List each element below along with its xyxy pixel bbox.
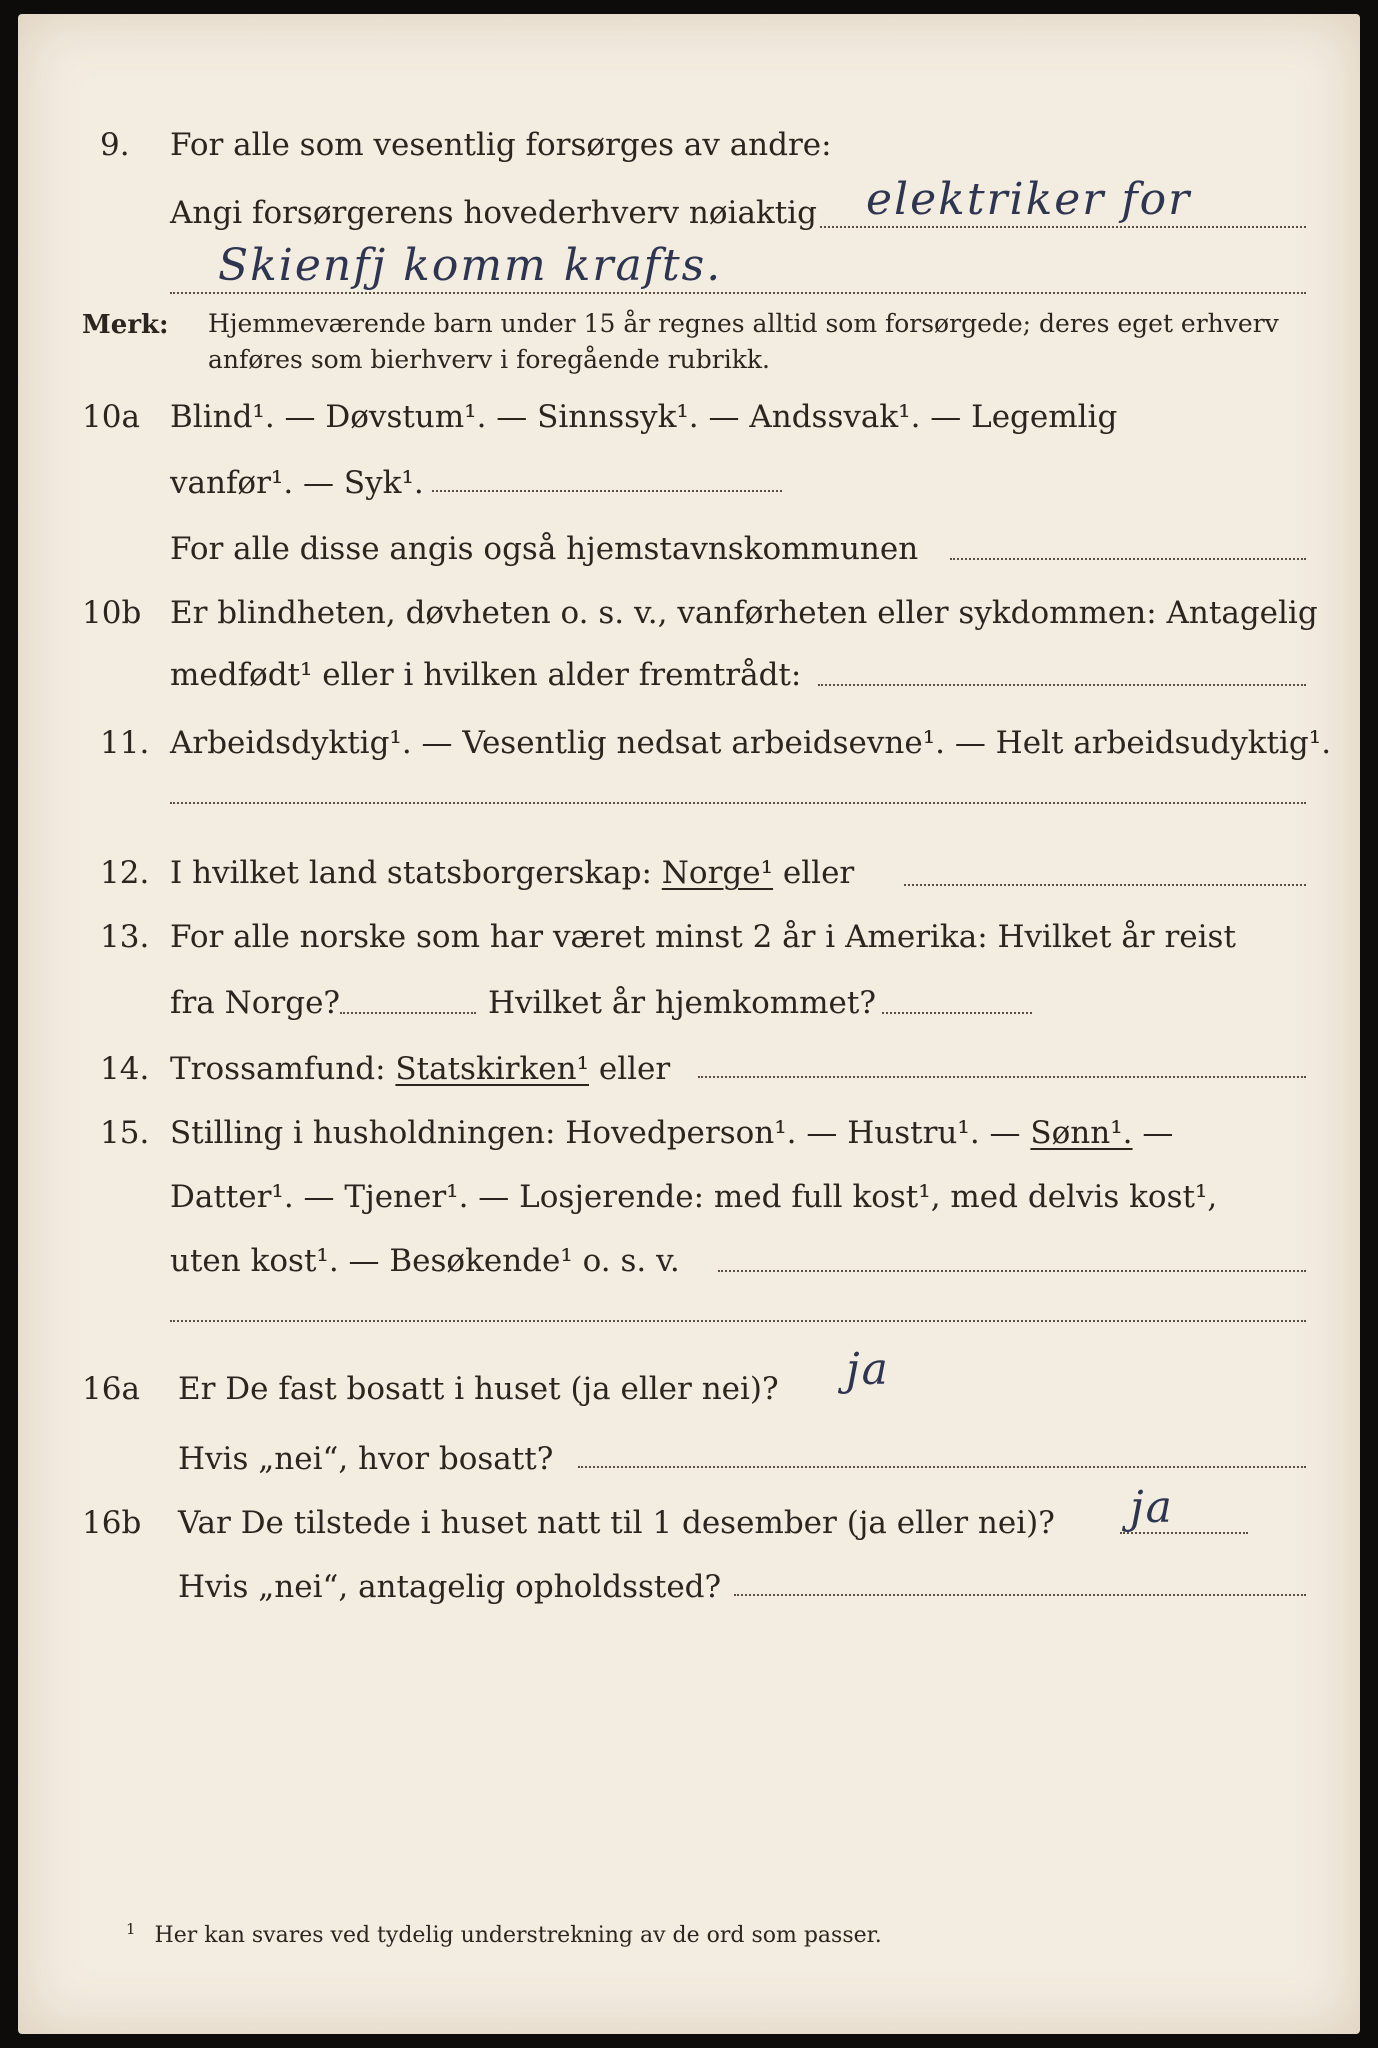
q12-underlined-answer: Norge¹ bbox=[661, 855, 774, 891]
census-form-page bbox=[18, 14, 1360, 2034]
q10a-number: 10a bbox=[82, 399, 140, 435]
q10a-line-3: For alle disse angis også hjemstavnskommunen bbox=[170, 531, 919, 567]
q15-underlined-answer: Sønn¹. bbox=[1030, 1115, 1133, 1151]
q11-answer-line bbox=[170, 802, 1306, 804]
q10b-line-1: Er blindheten, døvheten o. s. v., vanførheten eller sykdommen: Antagelig bbox=[170, 595, 1318, 631]
q13-number: 13. bbox=[100, 919, 150, 955]
q16a-answer-line bbox=[578, 1466, 1306, 1468]
q10a-line-2: vanfør¹. — Syk¹. bbox=[170, 465, 424, 501]
q9-answer-line-1 bbox=[820, 226, 1306, 228]
q16a-handwritten-answer: ja bbox=[846, 1344, 890, 1395]
q10b-number: 10b bbox=[82, 595, 142, 631]
q15-line-1a: Stilling i husholdningen: Hovedperson¹. — Hustru¹. — bbox=[170, 1115, 1021, 1151]
q14-question: Trossamfund: bbox=[170, 1051, 386, 1087]
q10b-answer-line bbox=[818, 684, 1306, 686]
q15-answer-line-2 bbox=[170, 1320, 1306, 1322]
q11-line-1: Arbeidsdyktig¹. — Vesentlig nedsat arbeidsevne¹. — Helt arbeidsudyktig¹. bbox=[170, 725, 1332, 761]
q14-text bbox=[170, 1050, 670, 1088]
q13-hjemkommet-answer-line bbox=[882, 1012, 1032, 1014]
q12-question: I hvilket land statsborgerskap: bbox=[170, 855, 652, 891]
q15-line-1 bbox=[170, 1114, 1173, 1152]
q15-number: 15. bbox=[100, 1115, 150, 1151]
q13-line-1: For alle norske som har været minst 2 år i Amerika: Hvilket år reist bbox=[170, 919, 1236, 955]
q10b-line-2: medfødt¹ eller i hvilken alder fremtrådt: bbox=[170, 657, 802, 693]
q13-line-2a: fra Norge? bbox=[170, 985, 341, 1021]
q12-number: 12. bbox=[100, 855, 150, 891]
q12-text bbox=[170, 854, 854, 892]
q16b-line-2: Hvis „nei“, antagelig opholdssted? bbox=[178, 1569, 722, 1605]
q9-line-1: For alle som vesentlig forsørges av andre: bbox=[170, 127, 832, 163]
footnote-text: Her kan svares ved tydelig understrekning av de ord som passer. bbox=[154, 1923, 882, 1949]
footnote bbox=[126, 1920, 882, 1948]
q14-underlined-answer: Statskirken¹ bbox=[395, 1051, 589, 1087]
q9-line-2: Angi forsørgerens hovederhverv nøiaktig bbox=[170, 195, 817, 231]
q16b-opholdssted-answer-line bbox=[734, 1594, 1306, 1596]
q16a-line-1: Er De fast bosatt i huset (ja eller nei)? bbox=[178, 1371, 779, 1407]
q14-answer-line bbox=[698, 1076, 1306, 1078]
q10a-line-1: Blind¹. — Døvstum¹. — Sinnssyk¹. — Andssvak¹. — Legemlig bbox=[170, 399, 1118, 435]
q13-line-2b: Hvilket år hjemkommet? bbox=[488, 985, 876, 1021]
q15-line-3: uten kost¹. — Besøkende¹ o. s. v. bbox=[170, 1243, 680, 1279]
q10a-syk-answer-line bbox=[432, 490, 782, 492]
q16b-handwritten-answer: ja bbox=[1130, 1482, 1174, 1533]
merk-line-2: anføres som bierhverv i foregående rubrikk. bbox=[208, 345, 770, 374]
merk-line-1: Hjemmeværende barn under 15 år regnes alltid som forsørgede; deres eget erhverv bbox=[208, 309, 1279, 338]
q16b-number: 16b bbox=[82, 1505, 142, 1541]
q9-answer-line-2 bbox=[170, 292, 1306, 294]
q10a-hjemstavn-answer-line bbox=[950, 558, 1306, 560]
q15-line-2: Datter¹. — Tjener¹. — Losjerende: med full kost¹, med delvis kost¹, bbox=[170, 1179, 1218, 1215]
q12-answer-line bbox=[904, 884, 1306, 886]
q9-handwritten-answer-2: Skienfj komm krafts. bbox=[218, 240, 723, 291]
q12-eller: eller bbox=[782, 855, 855, 891]
footnote-mark: 1 bbox=[126, 1920, 136, 1938]
q15-answer-line-1 bbox=[718, 1270, 1306, 1272]
q14-number: 14. bbox=[100, 1051, 150, 1087]
q16a-line-2: Hvis „nei“, hvor bosatt? bbox=[178, 1441, 554, 1477]
q16b-line-1: Var De tilstede i huset natt til 1 desember (ja eller nei)? bbox=[178, 1505, 1055, 1541]
q9-handwritten-answer-1: elektriker for bbox=[866, 174, 1192, 225]
q15-line-1b: — bbox=[1142, 1115, 1174, 1151]
q14-eller: eller bbox=[598, 1051, 671, 1087]
q16a-number: 16a bbox=[82, 1371, 140, 1407]
q9-number: 9. bbox=[100, 127, 130, 163]
q13-reist-answer-line bbox=[340, 1012, 476, 1014]
merk-label: Merk: bbox=[82, 310, 169, 340]
q11-number: 11. bbox=[100, 725, 150, 761]
